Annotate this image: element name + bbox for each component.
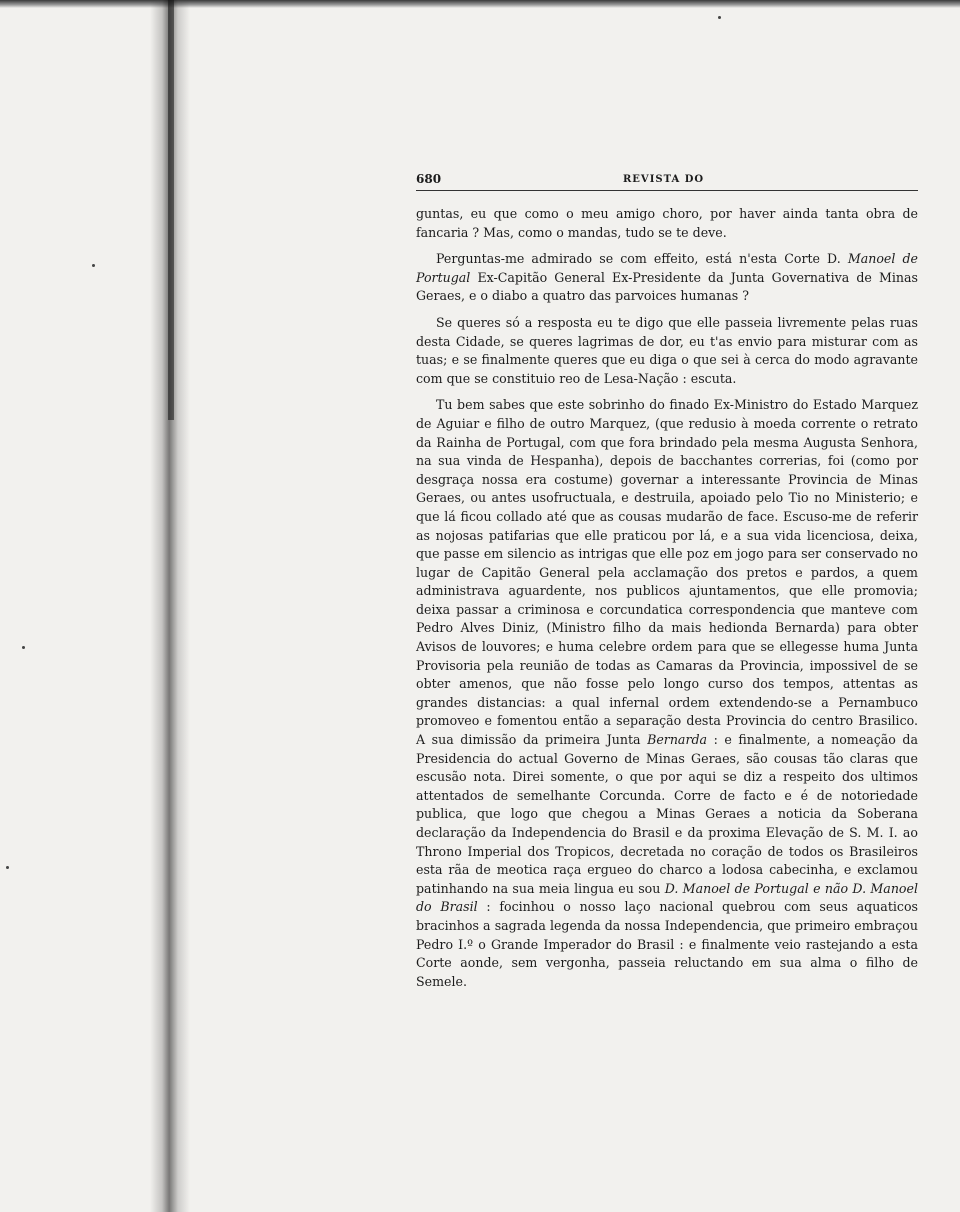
paragraph-text: : focinhou o nosso laço nacional quebrou com seus aquaticos bracinhos a sagrada legenda da nossa Independencia, que primeiro embraçou Pedro I.º o Grande Imperador do Brasil : e finalmente veio rastejando a esta Corte aonde, sem vergonha, passeia reluctando em sua alma o filho de Semele. <box>416 899 919 989</box>
body-text <box>416 205 918 991</box>
running-title: REVISTA DO <box>623 174 705 185</box>
page-number: 680 <box>416 172 442 186</box>
paragraph-text: Se queres só a resposta eu te digo que elle passeia livremente pelas ruas desta Cidade, se queres lagrimas de dor, eu t'as envio para misturar com as tuas; e se finalmente queres que eu diga o que sei à cerca do modo agravante com que se constituio reo de Lesa-Nação : escuta. <box>416 314 918 386</box>
paragraph <box>416 205 918 242</box>
paragraph-text: Perguntas-me admirado se com effeito, está n'esta Corte D. <box>436 251 848 267</box>
page-header <box>416 168 918 191</box>
paper-speck <box>92 264 95 267</box>
paragraph <box>416 250 918 306</box>
italic-name: Bernarda <box>647 732 708 748</box>
italic-name: Manoel de Portugal <box>416 251 918 285</box>
paragraph-text: Tu bem sabes que este sobrinho do finado Ex-Ministro do Estado Marquez de Aguiar e filho de outro Marquez, (que redusio à moeda corrente o retrato da Rainha de Portugal, com que fora brindado pela mesma Augusta Senhora, na sua vinda de Hespanha), depois de bacchantes correrias, foi (como por desgraça nossa era costume) governar a interessante Provincia de Minas Geraes, ou antes usofructuala, e destruila, apoiado pelo Tio no Ministerio; e que lá ficou collado até que as cousas mudarão de face. Escuso-me de referir as nojosas patifarias que elle praticou por lá, e a sua vida licenciosa, deixa, que passe em silencio as intrigas que elle poz em jogo para ser conservado no lugar de Capitão General pela acclamação dos pretos e pardos, a quem administrava aguardente, nos publicos ajuntamentos, que elle promovia; deixa passar a criminosa e corcundatica correspondencia que manteve com Pedro Alves Diniz, (Ministro filho da mais hedionda Bernarda) para obter Avisos de louvores; e huma celebre ordem para que se ellegesse huma Junta Provisoria pela reunião de todas as Camaras da Provincia, impossivel de se obter amenos, que não fosse pelo longo curso dos tempos, attentas as grandes distancias: a qual infernal ordem extendendo-se a Pernambuco promoveo e fomentou então a separação desta Provincia do centro Brasilico. A sua dimissão da primeira Junta <box>416 397 918 748</box>
paragraph-text: Ex-Capitão General Ex-Presidente da Junta Governativa de Minas Geraes, e o diabo a quatro das parvoices humanas ? <box>416 269 918 304</box>
paragraph-text: guntas, eu que como o meu amigo choro, por haver ainda tanta obra de fancaria ? Mas, como o mandas, tudo se te deve. <box>416 206 918 240</box>
paragraph-text: : e finalmente, a nomeação da Presidencia do actual Governo de Minas Geraes, são cousas tão claras que escusão nota. Direi somente, o que por aqui se diz a respeito dos ultimos attentados de semelhante Corcunda. Corre de facto e é de notoriedade publica, que logo que chegou a Minas Geraes a noticia da Soberana declaração da Independencia do Brasil e da proxima Elevação de S. M. I. ao Throno Imperial dos Tropicos, decretada no coração de todos os Brasileiros esta rãa de meotica raça ergueo do charco a lodosa cabecinha, e exclamou patinhando na sua meia lingua eu sou <box>416 732 918 896</box>
book-spine-edge <box>168 0 174 420</box>
paper-speck <box>22 646 25 649</box>
document-page <box>416 168 918 991</box>
paper-speck <box>718 16 721 19</box>
italic-phrase: D. Manoel de Portugal e não D. Manoel do Brasil <box>416 880 918 915</box>
paper-speck <box>6 866 9 869</box>
paragraph <box>416 314 918 388</box>
paragraph <box>416 396 918 991</box>
page-top-edge <box>0 0 960 8</box>
